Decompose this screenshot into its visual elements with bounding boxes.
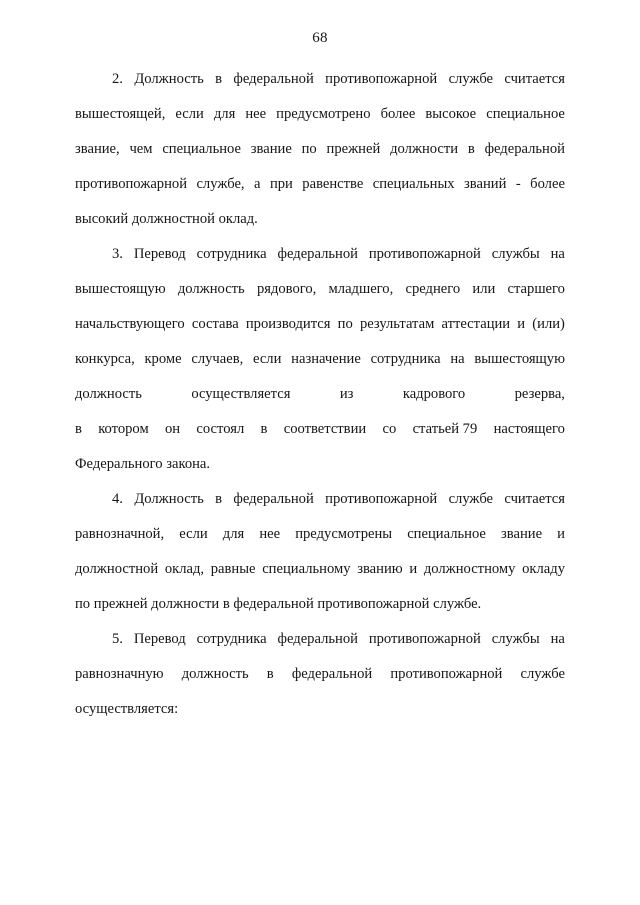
line-text: по прежней должности в федеральной противопожарной службе.: [75, 596, 482, 612]
line-text: специальное: [162, 141, 242, 157]
line-text: аттестации: [441, 316, 511, 332]
line-text: при: [269, 176, 293, 192]
line-text: вышестоящую: [75, 281, 166, 297]
line-text: службы: [491, 246, 540, 262]
paragraph-2: [75, 62, 565, 237]
line-text: званию: [357, 561, 403, 577]
line-text: для: [222, 526, 245, 542]
line-text: предусмотрены: [295, 526, 393, 542]
paragraph-3-line-1: [75, 237, 565, 272]
paragraph-3-line-7: [75, 447, 565, 482]
paragraph-4-line-1: [75, 482, 565, 517]
line-word: кадрового: [402, 386, 466, 402]
line-word: котором: [98, 421, 149, 437]
page-number: 68: [312, 30, 328, 46]
line-text: равенстве: [302, 176, 364, 192]
line-text: считается: [504, 491, 565, 507]
line-text: Федерального закона.: [75, 456, 211, 472]
line-text: специальному: [262, 561, 351, 577]
line-text: на: [450, 351, 465, 367]
paragraph-3-line-3: [75, 307, 565, 342]
line-text: равные: [210, 561, 256, 577]
line-text: званий: [464, 176, 507, 192]
line-text: предусмотрено: [276, 106, 371, 122]
line-word: со: [382, 421, 397, 437]
paragraph-2-line-5: [75, 202, 565, 237]
line-text: и: [557, 526, 565, 542]
line-text: должность: [177, 281, 245, 297]
line-text: по: [301, 141, 317, 157]
line-text: оклад,: [164, 561, 205, 577]
line-text: Должность: [134, 491, 204, 507]
line-text: более: [380, 106, 416, 122]
line-text: нее: [259, 526, 281, 542]
line-text: конкурса,: [75, 351, 135, 367]
line-text: федеральной: [233, 491, 314, 507]
paragraph-4-line-2: [75, 517, 565, 552]
paragraph-2-line-2: [75, 97, 565, 132]
line-text: осуществляется:: [75, 701, 179, 717]
line-text: противопожарной: [325, 71, 438, 87]
paragraph-5-line-1: [75, 622, 565, 657]
paragraph-5-line-3: [75, 692, 565, 727]
line-text: в: [467, 141, 475, 157]
line-text: для: [213, 106, 236, 122]
line-text: федеральной: [277, 246, 358, 262]
line-text: высокое: [425, 106, 477, 122]
line-text: должность: [181, 666, 249, 682]
line-text: специальное: [407, 526, 486, 542]
line-text: федеральной: [291, 666, 373, 682]
line-word: он: [165, 421, 181, 437]
line-text: и: [517, 316, 526, 332]
paragraph-3: [75, 237, 565, 482]
line-text: в: [215, 491, 223, 507]
line-text: противопожарной: [368, 631, 481, 647]
line-text: федеральной: [484, 141, 565, 157]
paragraph-2-line-1: [75, 62, 565, 97]
line-text: 3.: [112, 246, 123, 262]
line-text: сотрудника: [196, 631, 267, 647]
line-text: специальное: [486, 106, 565, 122]
line-word: из: [339, 386, 354, 402]
line-text: высокий должностной оклад.: [75, 211, 258, 227]
line-text: считается: [504, 71, 565, 87]
line-text: федеральной: [277, 631, 358, 647]
line-text: должности: [390, 141, 459, 157]
line-text: противопожарной: [75, 176, 188, 192]
paragraph-3-line-2: [75, 272, 565, 307]
paragraph-2-line-3: [75, 132, 565, 167]
line-text: сотрудника: [196, 246, 267, 262]
line-word: в: [260, 421, 268, 437]
line-text: противопожарной: [390, 666, 503, 682]
paragraph-5: [75, 622, 565, 727]
line-text: -: [515, 176, 521, 192]
line-text: вышестоящей,: [75, 106, 166, 122]
line-text: (или): [532, 316, 565, 332]
line-text: Перевод: [133, 246, 186, 262]
paragraph-3-line-5: [75, 377, 565, 412]
line-text: 2.: [112, 71, 123, 87]
line-text: начальствующего: [75, 316, 185, 332]
line-text: Перевод: [133, 631, 186, 647]
document-text-body: [75, 62, 565, 727]
line-word: настоящего: [493, 421, 565, 437]
line-word: в: [75, 421, 82, 437]
line-text: на: [550, 631, 565, 647]
line-text: в: [266, 666, 274, 682]
line-text: младшего,: [328, 281, 394, 297]
line-text: службы: [491, 631, 540, 647]
line-text: противопожарной: [325, 491, 438, 507]
line-text: среднего: [405, 281, 461, 297]
line-text: звание: [250, 141, 292, 157]
line-text: окладу: [522, 561, 565, 577]
line-text: службе: [448, 491, 494, 507]
line-text: а: [254, 176, 261, 192]
line-text: если: [252, 351, 282, 367]
line-text: на: [550, 246, 565, 262]
paragraph-2-line-4: [75, 167, 565, 202]
paragraph-3-line-4: [75, 342, 565, 377]
line-text: случаев,: [191, 351, 244, 367]
line-text: службе: [448, 71, 494, 87]
paragraph-4-line-3: [75, 552, 565, 587]
line-text: звание,: [75, 141, 120, 157]
line-word: должность: [75, 386, 142, 402]
line-text: если: [179, 526, 208, 542]
line-text: более: [530, 176, 565, 192]
line-text: по: [337, 316, 353, 332]
line-text: кроме: [144, 351, 182, 367]
line-text: сотрудника: [370, 351, 441, 367]
line-word-article-reference: статьей 79: [412, 421, 478, 437]
line-text: службе: [520, 666, 565, 682]
line-text: службе,: [196, 176, 245, 192]
line-text: должностному: [423, 561, 516, 577]
line-text: должностной: [75, 561, 159, 577]
line-text: противопожарной: [368, 246, 481, 262]
line-text: если: [175, 106, 204, 122]
line-text: вышестоящую: [474, 351, 565, 367]
line-text: назначение: [291, 351, 361, 367]
paragraph-4-line-4: [75, 587, 565, 622]
line-word: осуществляется: [191, 386, 291, 402]
line-text: результатам: [359, 316, 435, 332]
line-text: 4.: [112, 491, 123, 507]
line-text: и: [409, 561, 418, 577]
line-text: старшего: [507, 281, 565, 297]
paragraph-4: [75, 482, 565, 622]
line-text: чем: [129, 141, 153, 157]
line-text: Должность: [134, 71, 204, 87]
line-text: рядового,: [256, 281, 317, 297]
line-text: производится: [245, 316, 331, 332]
line-text: 5.: [112, 631, 123, 647]
line-text: в: [215, 71, 223, 87]
line-word: резерва,: [514, 386, 565, 402]
paragraph-5-line-2: [75, 657, 565, 692]
line-text: звание: [501, 526, 543, 542]
line-text: равнозначной,: [75, 526, 165, 542]
line-word: соответствии: [283, 421, 367, 437]
paragraph-3-line-6: [75, 412, 565, 447]
line-text: равнозначную: [75, 666, 164, 682]
line-text: федеральной: [233, 71, 314, 87]
line-text: специальных: [372, 176, 455, 192]
line-text: или: [472, 281, 496, 297]
line-text: состава: [191, 316, 239, 332]
line-text: прежней: [326, 141, 381, 157]
line-word: состоял: [196, 421, 245, 437]
line-text: нее: [245, 106, 267, 122]
